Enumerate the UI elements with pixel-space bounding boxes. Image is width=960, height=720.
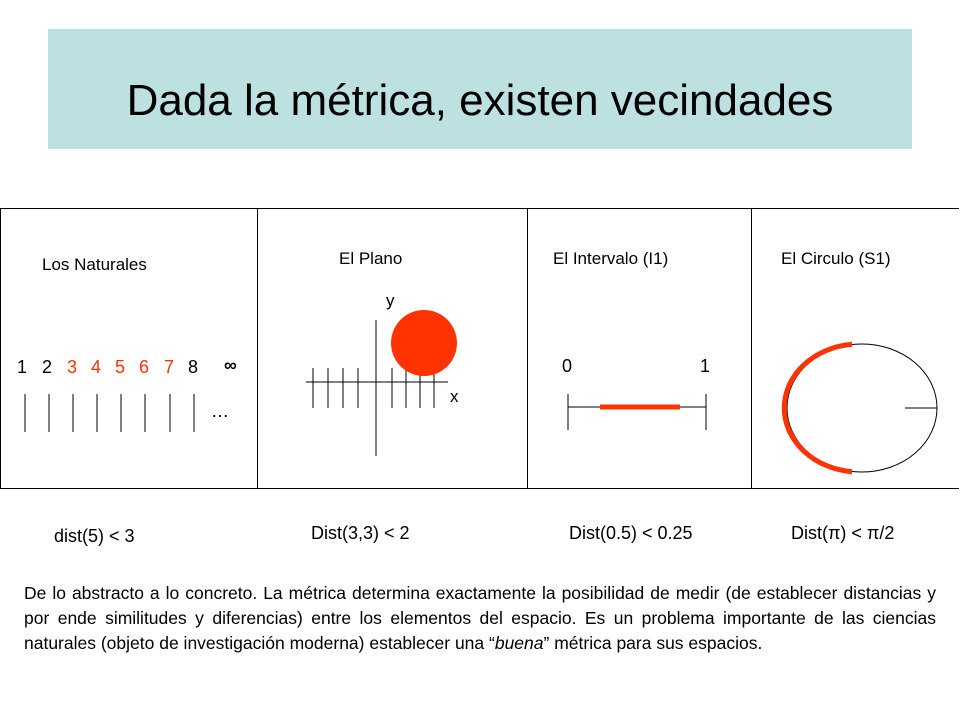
formula-naturales: dist(5) < 3: [54, 526, 135, 546]
natural-number-highlighted: 4: [91, 357, 102, 377]
natural-number-highlighted: 6: [139, 357, 150, 377]
title-banner: [48, 29, 912, 149]
interval-diagram: [528, 390, 748, 450]
paragraph-text: De lo abstracto a lo concreto. La métrica determina exactamente la posibilidad de medir (de establecer distancias y por ende similitudes y diferencias) entre los elementos del espacio. Es un problema importante de las ciencias naturales (objeto de investigación moderna) establecer una “: [24, 583, 936, 653]
infinity-symbol: ∞: [224, 355, 237, 375]
plane-diagram: [258, 300, 518, 480]
description-paragraph: [24, 581, 936, 656]
paragraph-text-end: ” métrica para sus espacios.: [543, 633, 763, 653]
panel-heading-intervalo: El Intervalo (I1): [553, 249, 669, 268]
panel-heading-plano: El Plano: [339, 249, 403, 268]
y-axis-label: y: [386, 291, 395, 310]
natural-number-highlighted: 3: [67, 357, 78, 377]
slide-title: Dada la métrica, existen vecindades: [126, 76, 834, 125]
interval-left-label: 0: [562, 356, 573, 376]
natural-number: 1: [17, 357, 28, 377]
circle-diagram: [752, 338, 960, 488]
paragraph-emphasis: buena: [494, 633, 544, 653]
formula-plano: Dist(3,3) < 2: [311, 523, 410, 543]
interval-right-label: 1: [700, 356, 711, 376]
formula-intervalo: Dist(0.5) < 0.25: [569, 523, 693, 543]
circle-neighborhood-arc: [784, 344, 852, 471]
natural-number-highlighted: 7: [164, 357, 175, 377]
neighborhood-disk: [391, 310, 457, 376]
panel-heading-circulo: El Circulo (S1): [781, 249, 891, 268]
ellipsis: …: [211, 401, 229, 421]
formula-circulo: Dist(π) < π/2: [791, 523, 895, 543]
panel-heading-naturales: Los Naturales: [42, 255, 147, 274]
natural-number-highlighted: 5: [115, 357, 126, 377]
natural-number: 2: [42, 357, 53, 377]
x-axis-label: x: [450, 387, 459, 406]
natural-number: 8: [188, 357, 199, 377]
